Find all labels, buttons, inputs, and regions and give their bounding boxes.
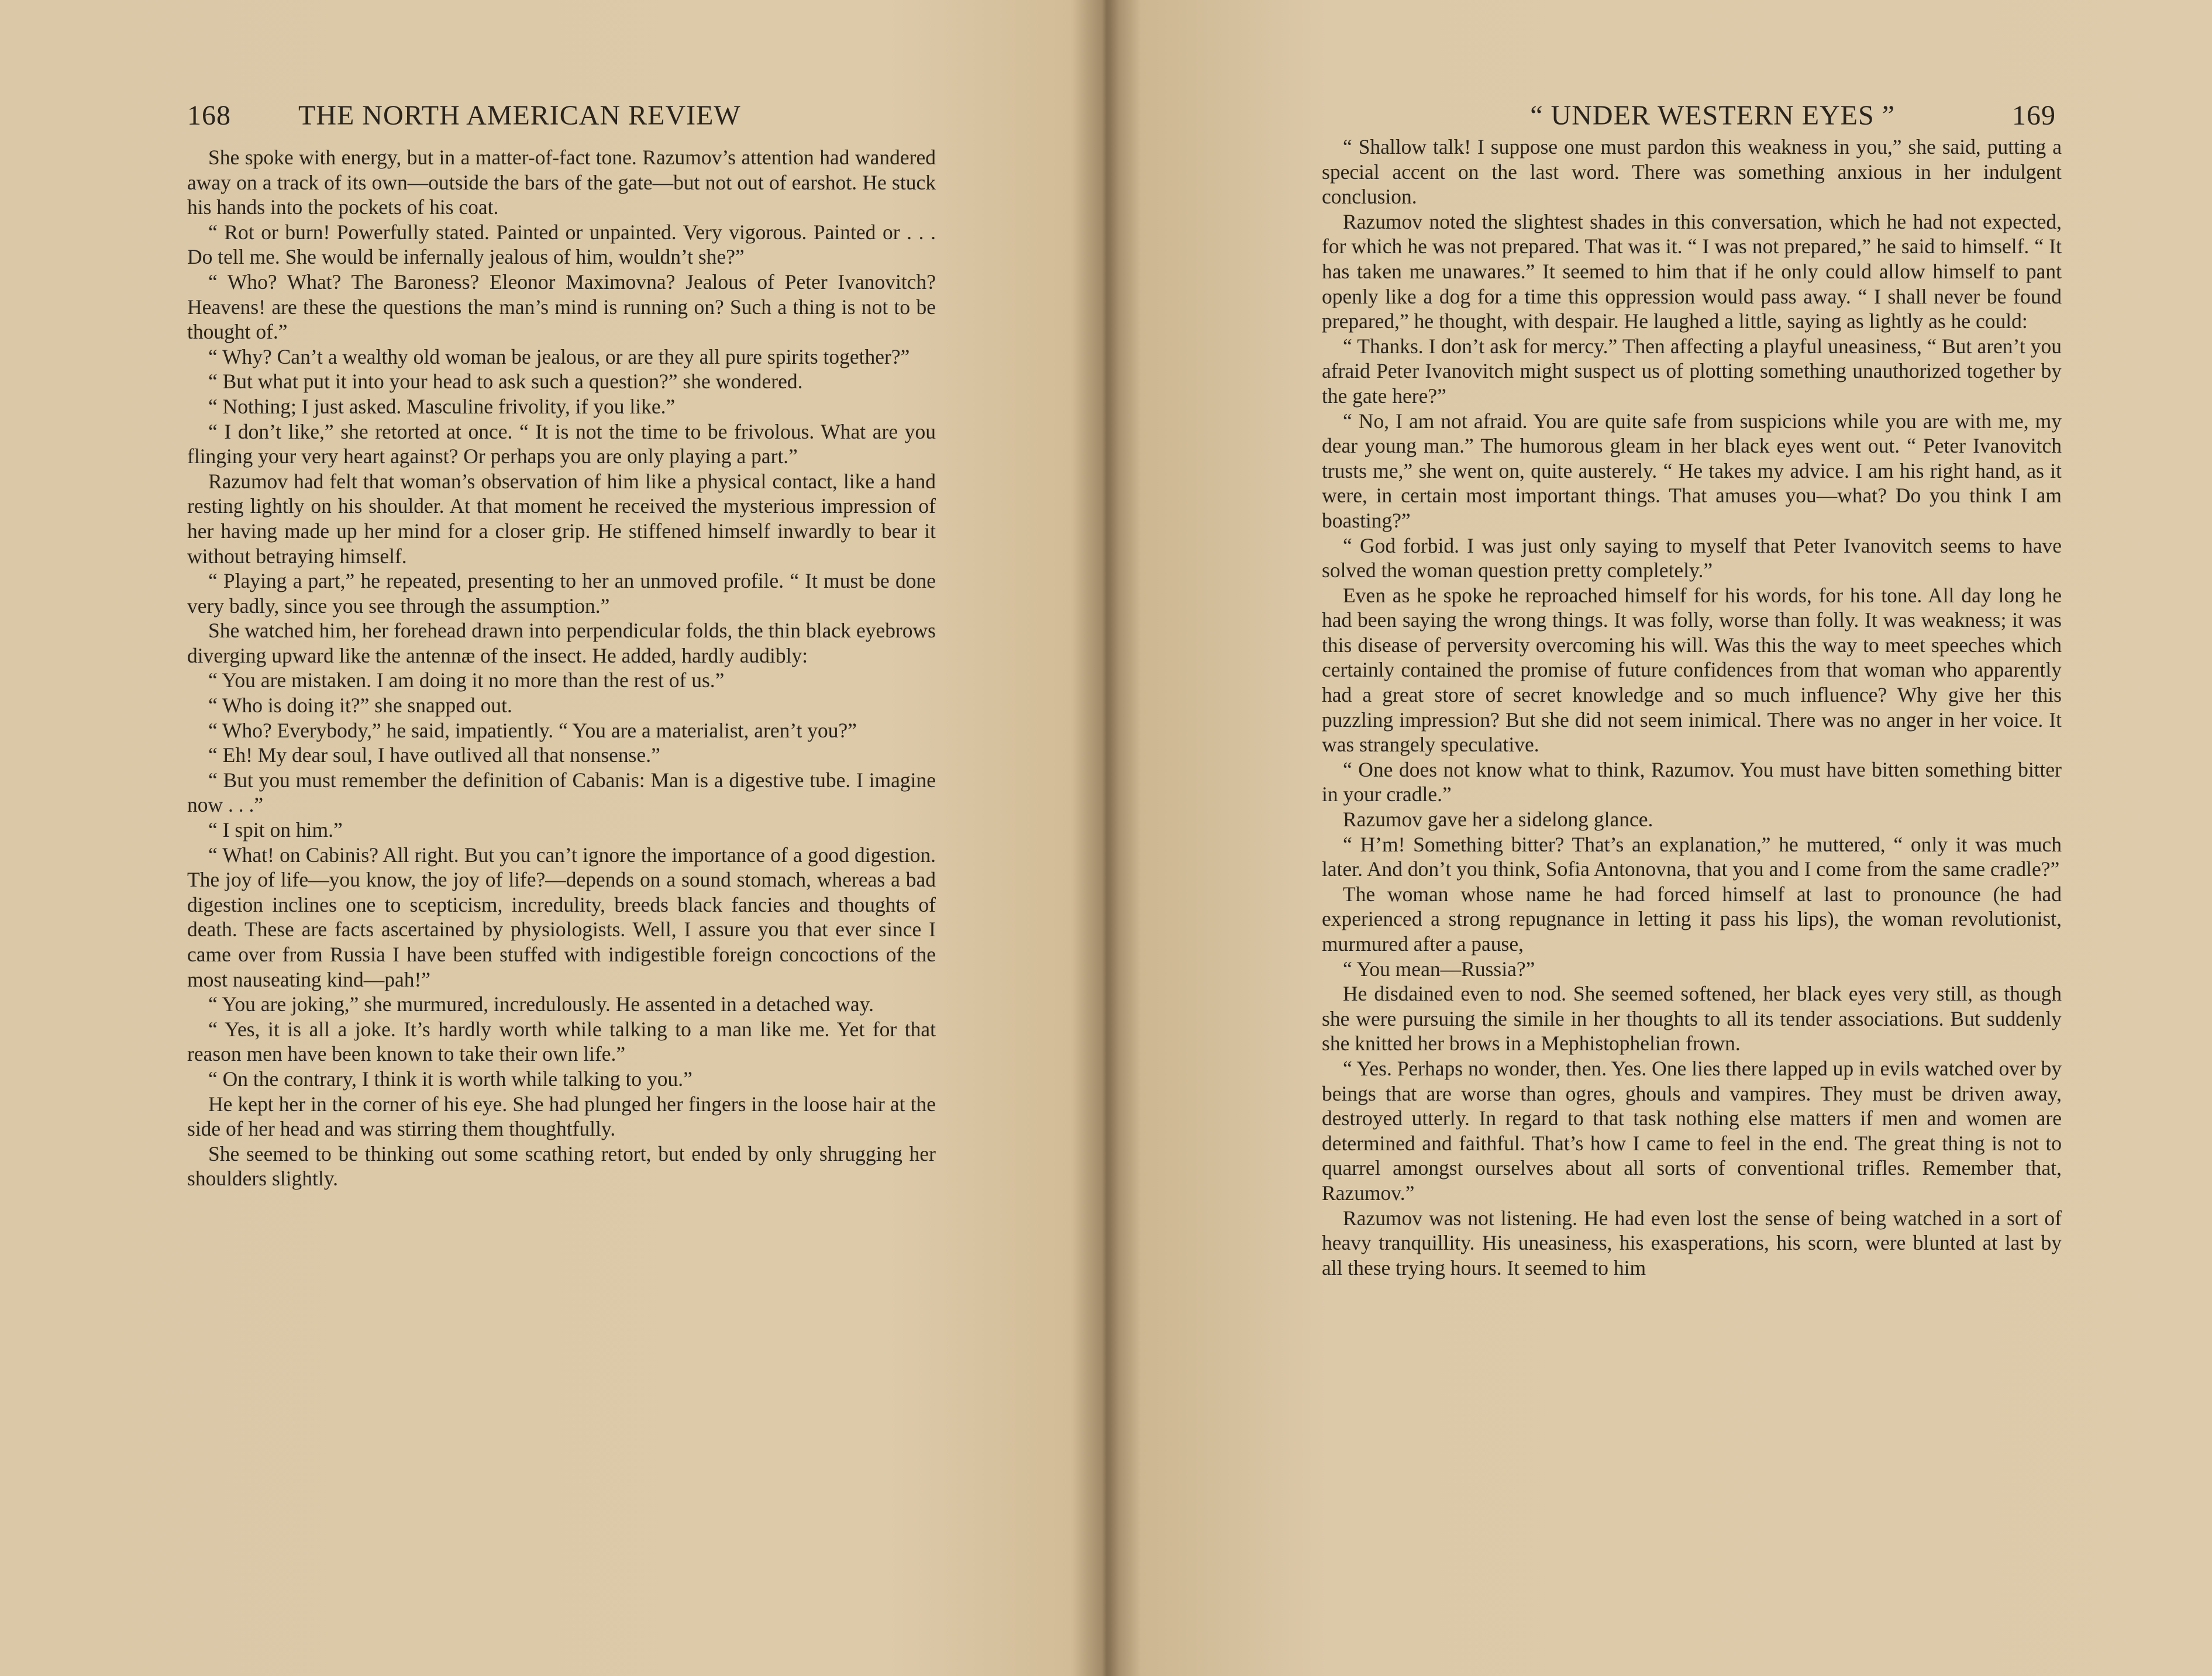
left-running-title: THE NORTH AMERICAN REVIEW [298,100,741,131]
paragraph: She spoke with energy, but in a matter-of-fact tone. Razumov’s attention had wandered away on a track of its own—outside the bars of the gate—but not out of earshot. He stuck his hands into the pockets of his coat. [187,146,936,219]
paragraph: “ Yes, it is all a joke. It’s hardly worth while talking to a man like me. Yet for that reason men have been known to take their own life.” [187,1017,936,1066]
paragraph: “ Rot or burn! Powerfully stated. Painted or unpainted. Very vigorous. Painted or . . . Do tell me. She would be infernally jealous of him, wouldn’t she?” [187,220,936,269]
paragraph: The woman whose name he had forced himself at last to pronounce (he had experienced a strong repugnance in letting it pass his lips), the woman revolutionist, murmured after a pause, [1322,882,2062,956]
right-page-number: 169 [2012,100,2056,131]
paragraph: “ But what put it into your head to ask such a question?” she wondered. [208,370,803,394]
left-page-number: 168 [187,100,231,131]
paragraph: “ Eh! My dear soul, I have outlived all that nonsense.” [208,743,660,767]
paragraph: “ You are joking,” she murmured, incredulously. He assented in a detached way. [208,992,874,1016]
right-running-head [1322,99,2062,135]
paragraph: “ No, I am not afraid. You are quite safe from suspicions while you are with me, my dear young man.” The humorous gleam in her black eyes went out. “ Peter Ivanovitch trusts me,” she went on, quite austerely. “ He takes my advice. I am his right hand, as it were, in certain most important things. That amuses you—what? Do you think I am boasting?” [1322,409,2062,532]
paragraph: Razumov gave her a sidelong glance. [1343,808,1653,832]
paragraph: Razumov noted the slightest shades in this conversation, which he had not expected, for which he was not prepared. That was it. “ I was not prepared,” he said to himself. “ It has taken me unawares.” It seemed to him that if he only could allow himself to pant openly like a dog for a time this oppression would pass away. “ I shall never be found prepared,” he thought, with despair. He laughed a little, saying as lightly as he could: [1322,209,2062,333]
paragraph: “ Thanks. I don’t ask for mercy.” Then affecting a playful uneasiness, “ But aren’t you afraid Peter Ivanovitch might suspect us of plotting something unauthorized together by the gate here?” [1322,334,2062,408]
paragraph: “ I don’t like,” she retorted at once. “ It is not the time to be frivolous. What are you flinging your very heart against? Or perhaps you are only playing a part.” [187,419,936,468]
right-body-text [1322,135,2062,1280]
paragraph: She seemed to be thinking out some scathing retort, but ended by only shrugging her shoulders slightly. [187,1142,936,1191]
paragraph: Razumov was not listening. He had even lost the sense of being watched in a sort of heavy tranquillity. His uneasiness, his exasperations, his scorn, were blunted at last by all these trying hours. It seemed to him [1322,1206,2062,1280]
paragraph: “ Shallow talk! I suppose one must pardon this weakness in you,” she said, putting a special accent on the last word. There was something anxious in her indulgent conclusion. [1322,135,2062,209]
paragraph: “ Who is doing it?” she snapped out. [208,694,512,718]
paragraph: Razumov had felt that woman’s observation of him like a physical contact, like a hand resting lightly on his shoulder. At that moment he received the mysterious impression of her having made up her mind for a closer grip. He stiffened himself inwardly to bear it without betraying himself. [187,469,936,568]
paragraph: He disdained even to nod. She seemed softened, her black eyes very still, as though she were pursuing the simile in her thoughts to all its tender associations. But suddenly she knitted her brows in a Mephistophelian frown. [1322,982,2062,1056]
book-gutter [1070,0,1141,1676]
paragraph: She watched him, her forehead drawn into perpendicular folds, the thin black eyebrows diverging upward like the antennæ of the insect. He added, hardly audibly: [187,619,936,667]
paragraph: “ On the contrary, I think it is worth while talking to you.” [208,1067,692,1091]
paragraph: “ Nothing; I just asked. Masculine frivolity, if you like.” [208,394,676,418]
paragraph: “ Yes. Perhaps no wonder, then. Yes. One lies there lapped up in evils watched over by beings that are worse than ogres, ghouls and vampires. They must be driven away, destroyed utterly. In regard to that task nothing else matters if men and women are determined and faithful. That’s how I came to feel in the end. The great thing is not to quarrel amongst ourselves about all sorts of conventional trifles. Remember that, Razumov.” [1322,1056,2062,1205]
paragraph: “ Who? Everybody,” he said, impatiently. “ You are a materialist, aren’t you?” [208,718,857,742]
right-running-title: “ UNDER WESTERN EYES ” [1530,100,1895,131]
left-running-head [187,99,936,135]
paragraph: Even as he spoke he reproached himself for his words, for his tone. All day long he had been saying the wrong things. It was folly, worse than folly. It was weakness; it was this disease of perversity overcoming his will. Was this the way to meet speeches which certainly contained the promise of future confidences from that woman who apparently had a great store of secret knowledge and so much influence? Why give her this puzzling impression? But she did not seem inimical. There was no anger in her voice. It was strangely speculative. [1322,583,2062,757]
paragraph: “ One does not know what to think, Razumov. You must have bitten something bitter in your cradle.” [1322,757,2062,806]
paragraph: “ Playing a part,” he repeated, presenting to her an unmoved profile. “ It must be done very badly, since you see through the assumption.” [187,569,936,618]
left-body-text [187,145,936,1191]
paragraph: “ H’m! Something bitter? That’s an explanation,” he muttered, “ only it was much later. And don’t you think, Sofia Antonovna, that you and I come from the same cradle?” [1322,832,2062,881]
paragraph: “ But you must remember the definition of Cabanis: Man is a digestive tube. I imagine now . . .” [187,768,936,817]
paragraph: “ Why? Can’t a wealthy old woman be jealous, or are they all pure spirits together?” [208,344,910,368]
paragraph: “ You are mistaken. I am doing it no more than the rest of us.” [208,668,725,692]
paragraph: “ God forbid. I was just only saying to myself that Peter Ivanovitch seems to have solved the woman question pretty completely.” [1322,533,2062,582]
paragraph: “ You mean—Russia?” [1343,957,1535,981]
paragraph: He kept her in the corner of his eye. She had plunged her fingers in the loose hair at the side of her head and was stirring them thoughtfully. [187,1092,936,1141]
paragraph: “ I spit on him.” [208,818,343,842]
paragraph: “ What! on Cabinis? All right. But you can’t ignore the importance of a good digestion. The joy of life—you know, the joy of life?—depends on a sound stomach, whereas a bad digestion inclines one to scepticism, incredulity, breeds black fancies and thoughts of death. These are facts ascertained by physiologists. Well, I assure you that ever since I came over from Russia I have been stuffed with indigestible foreign concoctions of the most nauseating kind—pah!” [187,843,936,991]
paragraph: “ Who? What? The Baroness? Eleonor Maximovna? Jealous of Peter Ivanovitch? Heavens! are these the questions the man’s mind is running on? Such a thing is not to be thought of.” [187,270,936,344]
